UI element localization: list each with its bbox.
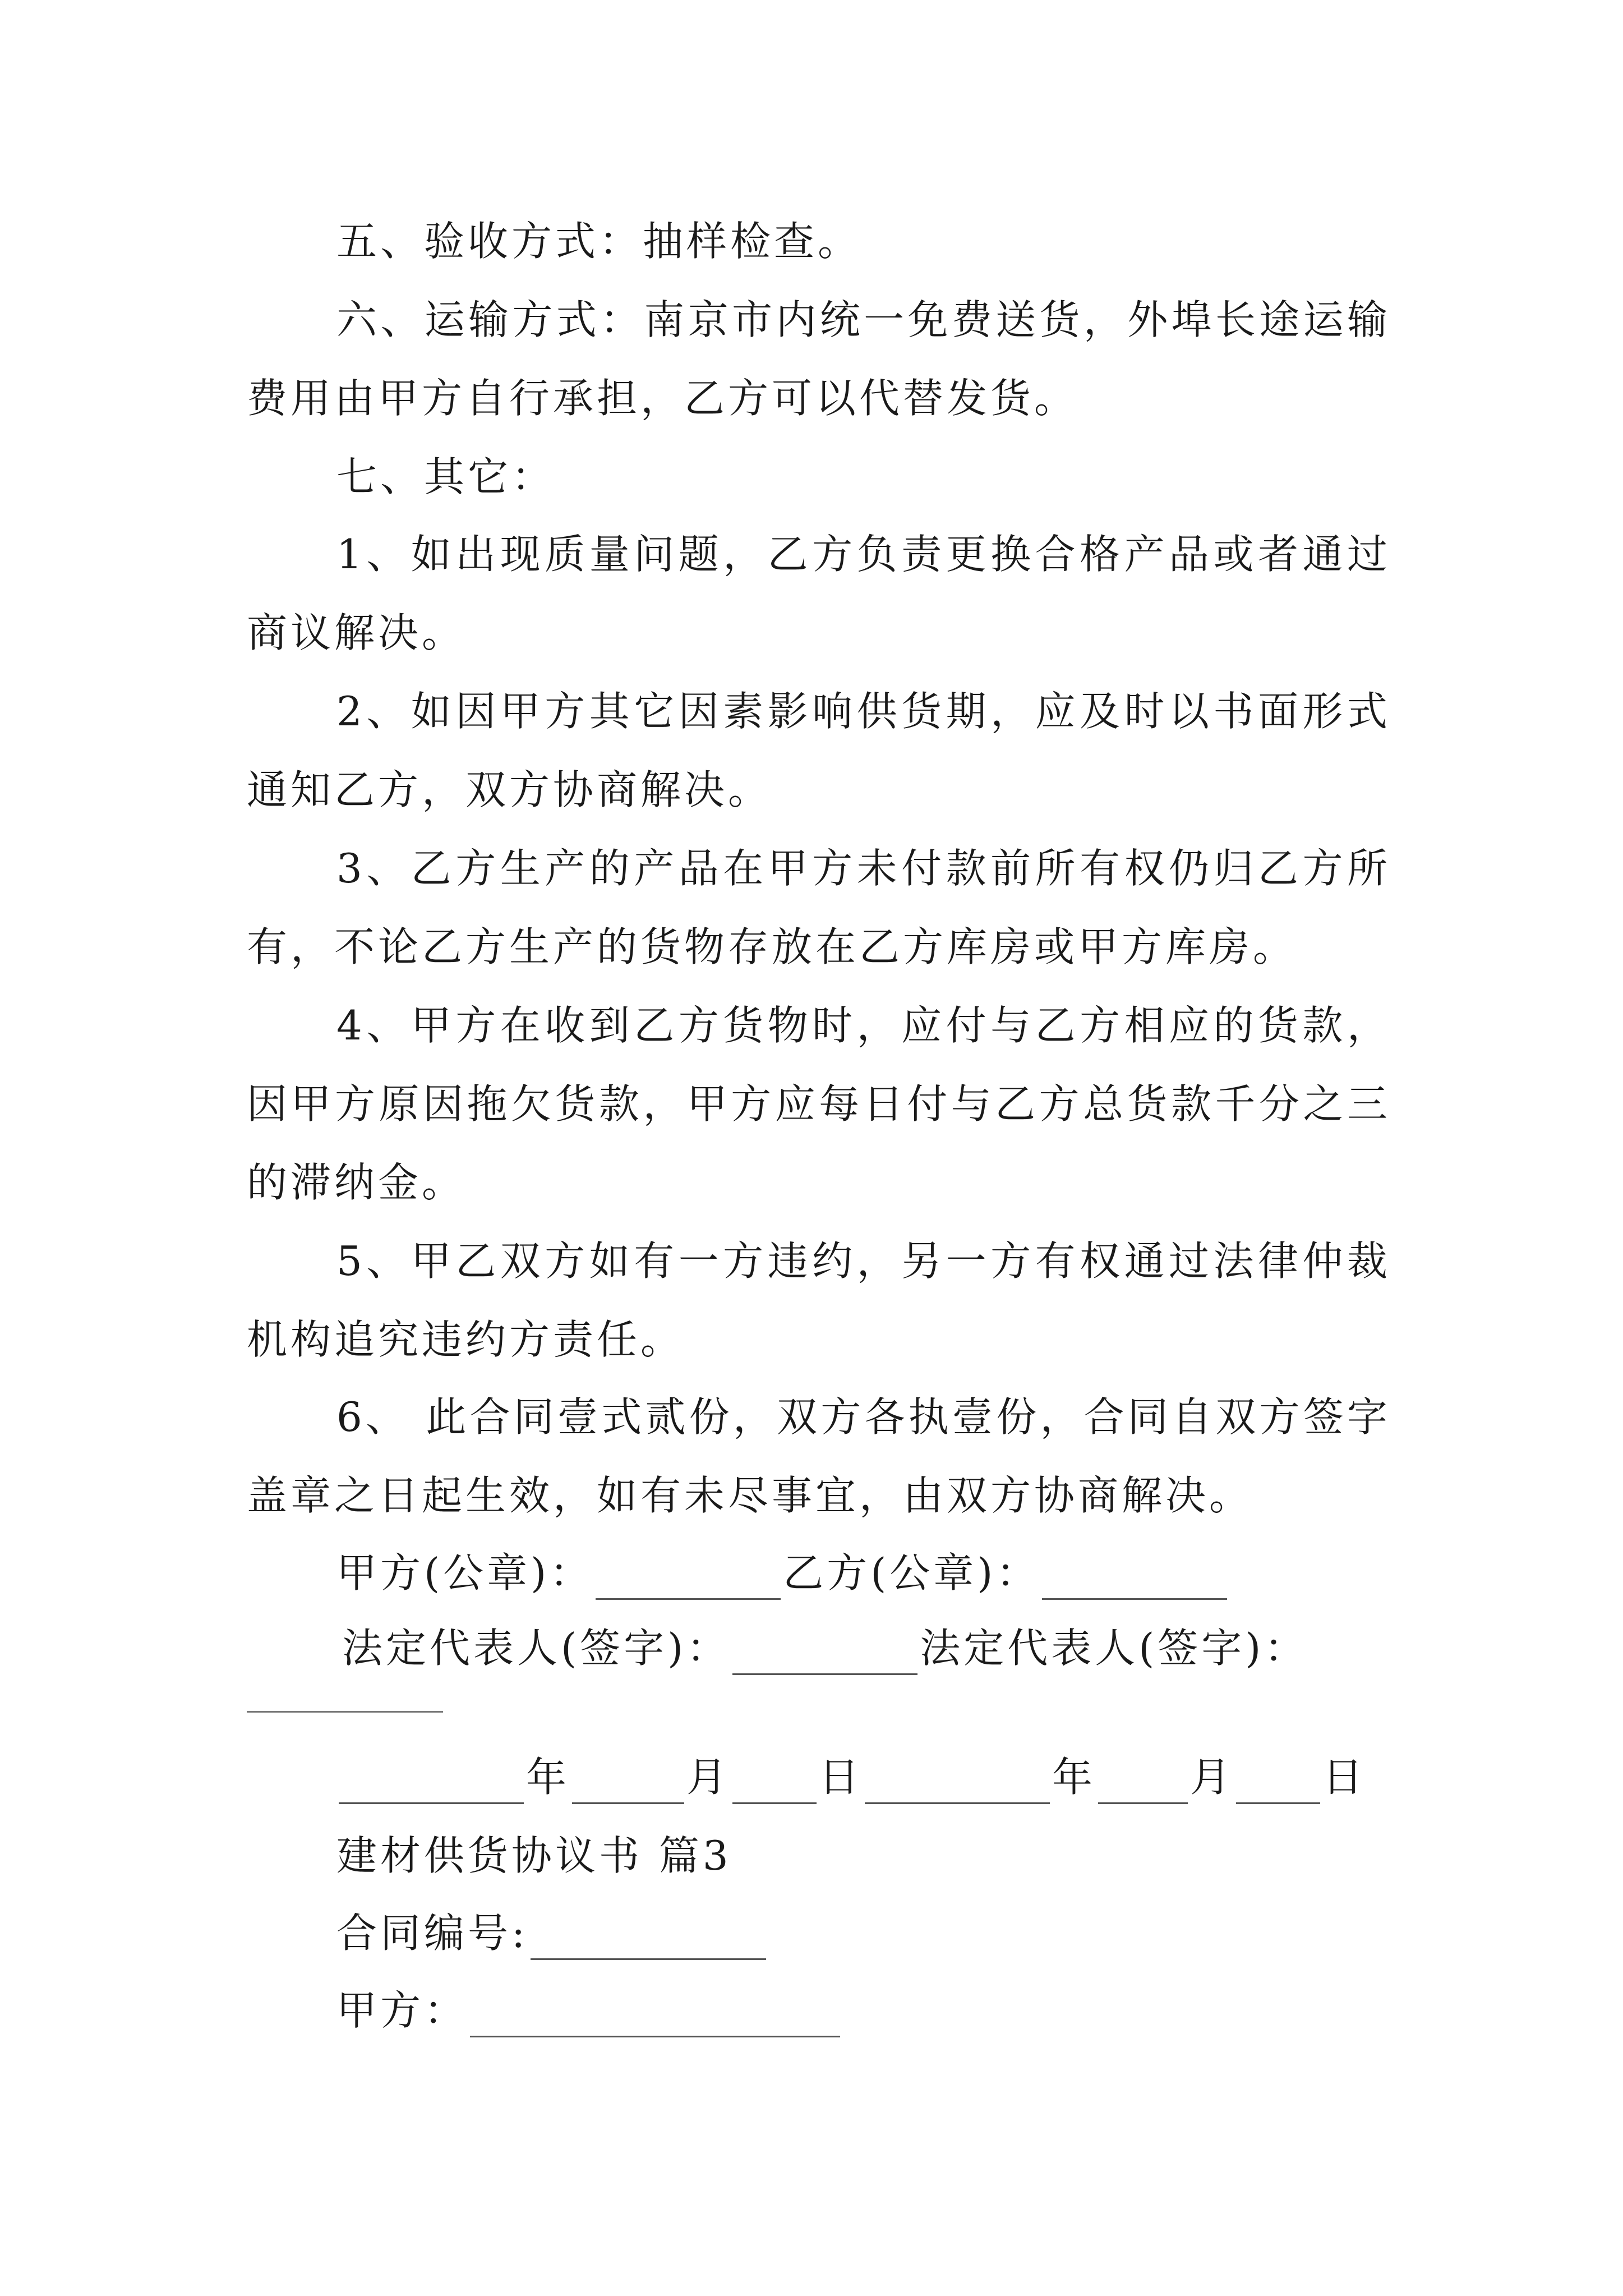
clause-3-text-2: 有，不论乙方生产的货物存放在乙方库房或甲方库房。 [247,923,1297,970]
party-b-year-label: 年 [1052,1754,1096,1801]
clause-1-line-1 [336,527,1391,581]
clause-5-text-2: 机构追究违约方责任。 [247,1316,685,1363]
party-b-month-label: 月 [1190,1754,1234,1801]
seal-line [336,1546,1481,1600]
party-b-day-blank[interactable] [1236,1763,1320,1804]
clause-1-text-2: 商议解决。 [247,609,466,656]
clause-4-text-2: 因甲方原因拖欠货款，甲方应每日付与乙方总货款千分之三 [247,1080,1391,1128]
clause-5-text-1: 5、甲乙双方如有一方违约，另一方有权通过法律仲裁 [336,1237,1391,1285]
party-a-seal-blank[interactable] [596,1559,781,1600]
party-a-line [336,1984,1481,2037]
clause-5-line-1 [336,1234,1391,1288]
other-heading-text: 七、其它： [336,453,556,500]
representative-line [342,1621,1486,1675]
clause-3-line-1 [336,841,1391,895]
clause-6-line-1 [336,1390,1391,1444]
next-section-title-text: 建材供货协议书 篇3 [336,1832,732,1879]
party-a-label: 甲方： [336,1987,468,2034]
date-line [336,1750,1481,1804]
party-a-day-label: 日 [819,1754,863,1801]
transport-line-1 [336,293,1391,347]
transport-text-1: 六、运输方式：南京市内统一免费送货，外埠长途运输 [336,296,1391,343]
transport-line-2 [247,371,1391,425]
party-a-rep-label: 法定代表人(签字)： [342,1625,731,1672]
clause-3-text-1: 3、乙方生产的产品在甲方未付款前所有权仍归乙方所 [336,845,1391,892]
party-b-rep-label: 法定代表人(签字)： [920,1625,1308,1672]
clause-5-line-2 [247,1313,1391,1366]
clause-3-line-2 [247,920,1391,974]
party-a-day-blank[interactable] [732,1763,817,1804]
party-a-blank[interactable] [470,1996,840,2037]
next-section-title [336,1829,1481,1883]
clause-4-text-1: 4、甲方在收到乙方货物时，应付与乙方相应的货款， [336,1002,1391,1049]
party-b-seal-label: 乙方(公章)： [783,1549,1040,1596]
clause-4-line-3 [247,1156,1391,1209]
party-b-day-label: 日 [1322,1754,1367,1801]
party-a-month-blank[interactable] [572,1763,684,1804]
contract-number-blank[interactable] [531,1919,766,1960]
acceptance-line [336,214,1481,268]
party-b-seal-blank[interactable] [1042,1559,1227,1600]
clause-6-text-2: 盖章之日起生效，如有未尽事宜，由双方协商解决。 [247,1472,1253,1519]
party-b-date-blank[interactable] [865,1763,1050,1804]
party-a-seal-label: 甲方(公章)： [336,1549,594,1596]
party-a-year-label: 年 [526,1754,570,1801]
clause-2-text-2: 通知乙方，双方协商解决。 [247,766,772,813]
party-b-month-blank[interactable] [1098,1763,1188,1804]
other-heading [336,450,1481,504]
party-a-date-blank[interactable] [339,1763,524,1804]
clause-4-text-3: 的滞纳金。 [247,1159,466,1206]
clause-2-line-2 [247,763,1391,817]
clause-1-text-1: 1、如出现质量问题，乙方负责更换合格产品或者通过 [336,531,1391,578]
clause-1-line-2 [247,606,1391,660]
clause-4-line-2 [247,1077,1391,1131]
clause-2-text-1: 2、如因甲方其它因素影响供货期，应及时以书面形式 [336,688,1391,735]
clause-6-line-2 [247,1469,1391,1522]
transport-text-2: 费用由甲方自行承担，乙方可以代替发货。 [247,375,1078,422]
contract-number-line [336,1906,1481,1960]
party-a-month-label: 月 [686,1754,731,1801]
clause-2-line-1 [336,684,1391,738]
clause-4-line-1 [336,999,1391,1052]
clause-6-text-1: 6、 此合同壹式贰份，双方各执壹份，合同自双方签字 [336,1393,1391,1441]
party-a-rep-blank[interactable] [732,1634,917,1675]
acceptance-text: 五、验收方式：抽样检查。 [336,218,862,265]
party-b-rep-blank[interactable] [247,1711,443,1713]
contract-number-label: 合同编号: [336,1910,529,1957]
